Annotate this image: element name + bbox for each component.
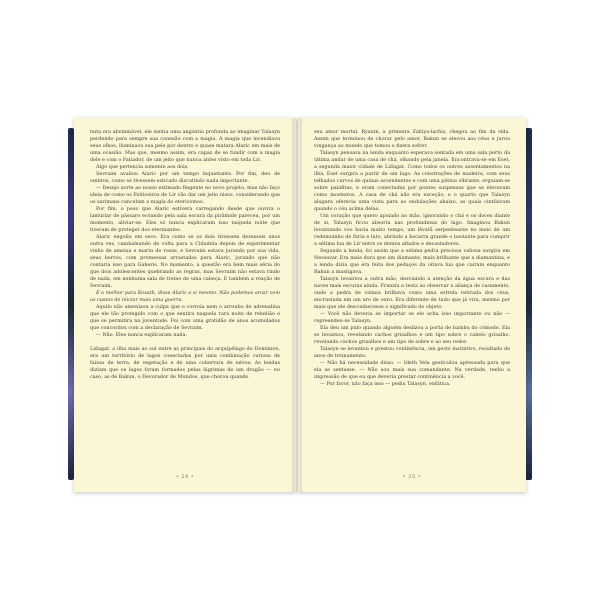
paragraph: — Não há necessidade disso. — Ideth Vela gesticulou apressada para que ela se sentasse. — Não sou mais sua comandante. Na verdade, tenho a impressão de que eu que deveria prestar continência a você. (314, 360, 510, 380)
paragraph: — Por favor, não faça isso — pediu Talasyn, enfática. (320, 381, 451, 387)
paragraph: nuta era abominável, ele sentia uma angústia profunda ao imaginar Talasyn perdendo para sempre sua conexão com a magia. A magia que incendiava seus olhos, iluminava sua pele por dentro e quase matara Alaric em mais de uma ocasião. Mas que, mesmo assim, era capaz de se fundir com a magia dele e com o Fatiador, de um jeito que nunca antes visto em toda Lir. (90, 129, 280, 163)
paragraph: Um coração que quero apoiado no mão, ignorando o chá e os doces diante de si, Talasyn ficou absorta nas profundezas do lago. Imaginou Bakun levantando voo havia muito tempo, um lêvatã serpenteante no meio de um redemoinho de fúria e luto, abrindo a bocarra grande o bastante para cumprir a sétima lua de Lir entre os dentes afiados e devastadores. (314, 213, 510, 247)
paragraph: Alaric engoliu em seco. Era como se os dois tivessem dezesseis anos outra vez, cambaleando de volta para a Cidadela depois de experimentar vinho de ameixa e marta de rosas, e Sevraim estava jurando por sua vida, seus berros, com promessas arrastadas para Alaric, jurando que não contaria isso para Gaheris. No momento, a questão era bem mais séria do que dois adolescentes quebrando as regras, mas Sevraim não estava rindo de nada, em nenhuma sala de treino de uma cabeça. E também a reação de Sevraim. (90, 234, 280, 289)
paragraph: seu amor mortal, Ryanin, a primeira Zabiya-lachis, chegou ao fim da vida. Assim que terminou de chorar pelo amor, Bakun se elevou aos céus e jurou vingança ao mundo que tomou o fizera sofrer. (314, 129, 510, 149)
page-number-right: • 25 • (402, 474, 422, 480)
paragraph: Algo que pertencia somente aos dois. (96, 164, 189, 170)
right-page-text (314, 129, 510, 388)
paragraph: Talasyn levantou a outra mão, desviando a atenção da água escura e das naves mais escuras ainda. Franziu a testa ao observar a aliança de casamento, onde a pedra de valana brilhava como uma estrela retirada dos céus, encrustada em um aro de ouro. Era diferente de tudo que já vira, mesmo por mais que ele desconhecesse o significado do objeto. (314, 276, 510, 310)
paragraph: Talasyn se levantou e prestou continência, um gesto instintivo, resultado de anos de treinamento. (314, 346, 510, 359)
paragraph: Lidagat, a ilha mais ao sul entre as principais do arquipélago do Dominion, era um território de lagos conectados por uma combinação curiosa de faixas de terra, de vegetação e de uma cobertura de névoa. As lendas diziam que os lagos foram formados pelas lágrimas de um dragão — no caso, as de Bakun, o Devorador de Mundos, que chorou quando (90, 346, 280, 380)
paragraph: Talasyn pensava na lenda enquanto esperava sentada em uma sala perto da última andar de uma casa de chá, olhando pela janela. Encontrava-se em Eset, a segunda maior cidade de Lidagat. Como todos os outros assentamentos na ilha, Eset surgira a partir de um lago. As construções de madeira, com seus telhados curvos de quinas ascendentes e com uma pátina vibrante, erguiam-se sobre palafitas, e eram conectadas por pontes suspensas que se elevavam como mosteiros. A casa de chá não era exceção, e o quarto que Talasyn alugara oferecia uma vista para as ondulações abaixo, as quais cintilavam quando o céu acima delas. (314, 150, 510, 212)
book-cover-edge-right (525, 128, 532, 480)
paragraph-italic: É o melhor para Kesath, disse Alaric a si mesmo. Não podemos arcar com os custos de iniciar mais uma guerra. (90, 290, 280, 303)
book-spine-shadow (292, 118, 302, 492)
paragraph: — Não. Eles nunca explicaram nada. (96, 332, 188, 338)
paragraph: — Desejo sorte ao nosso estimado Regente no novo projeto, mas não faço ideia de como os Feiticeiros de Lir vão dar um jeito nisso, considerando que os sarimans cancelam a magia do etericomos. (90, 185, 280, 205)
left-page (74, 118, 296, 492)
paragraph: Segundo a lenda, foi assim que a sétima pedra preciosa valiosa surgira em Nessavar. Era mais dura que um diamante, mais brilhante que a diamantina, e a lenda dizia que era feita dos pedaços da oitava lua que caíram enquanto Bakun a mastigava. (314, 248, 510, 275)
right-page (298, 118, 526, 492)
paragraph: Sevraim avaliou Alaric por um tempo inquietante. Por fim, deu de ombros, como se tivessem esticado discutindo nada importante. (90, 171, 280, 184)
page-number-left: • 24 • (175, 474, 195, 480)
paragraph: Aquilo não amenizou a culpa que o corroía nem o arroubo de adrenalina que ele tão protegido com o que sentira naquela rara noite de rebelião e que se permitira na juventude. Foi com uma gratidão de anos acumulados que concordou com a declaração de Sevraim. (90, 304, 280, 331)
paragraph: Ela deu um pulo quando alguém deslizou a porta de bambu do cômodo. Ela se levantou, revelando cachos grisalhos e um tipo sobre o cabelo grisalho, revelando cachos grisalhos e um tipo de sobre e ao seu redor. (314, 325, 510, 345)
left-page-text (90, 129, 280, 381)
paragraph: Por fim, o peso que Alaric estivera carregando desde que ouvira o lamúriar de pássaro ecoando pela sala escura da pirâmide pareceu, por um momento, aliviar-se. Eles só nunca explicaram isso naquela noite que tiveram de proteger dos etermantes. (90, 206, 280, 233)
paragraph: — Você não deveria se importar se ele acha isso importante ou não — repreendeu-se Talasyn. (314, 311, 510, 324)
